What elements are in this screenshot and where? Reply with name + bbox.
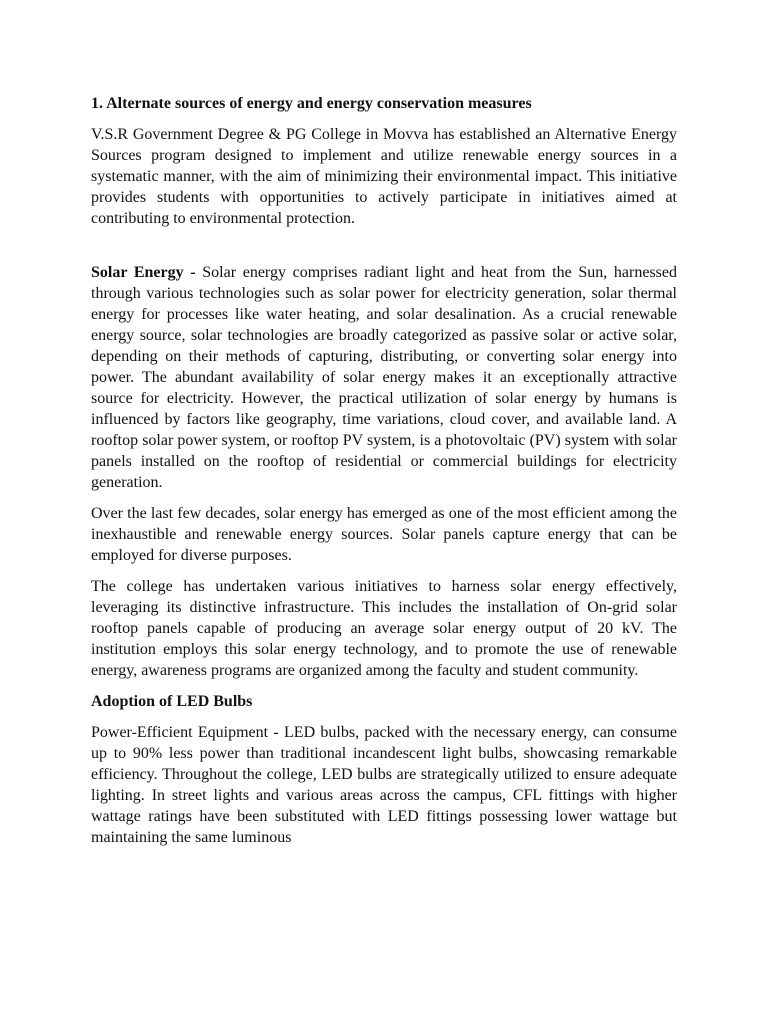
solar-energy-body: Solar energy comprises radiant light and heat from the Sun, harnessed through various technologies such as solar power for electricity generation, solar thermal energy for processes like water heating, and solar desalination. As a crucial renewable energy source, solar technologies are broadly categorized as passive solar or active solar, depending on their methods of capturing, distributing, or converting solar energy into power. The abundant availability of solar energy makes it an exceptionally attractive source for electricity. However, the practical utilization of solar energy by humans is influenced by factors like geography, time variations, cloud cover, and available land. A rooftop solar power system, or rooftop PV system, is a photovoltaic (PV) system with solar panels installed on the rooftop of residential or commercial buildings for electricity generation. bbox=[91, 264, 678, 491]
college-solar-paragraph: The college has undertaken various initiatives to harness solar energy effectively, leveraging its distinctive infrastructure. This includes the installation of On-grid solar rooftop panels capable of producing an average solar energy output of 20 kV. The institution employs this solar energy technology, and to promote the use of renewable energy, awareness programs are organized among the faculty and student community. bbox=[91, 578, 677, 679]
intro-paragraph: V.S.R Government Degree & PG College in Movva has established an Alternative Energy Sources program designed to implement and utilize renewable energy sources in a systematic manner, with the aim of minimizing their environmental impact. This initiative provides students with opportunities to actively participate in initiatives aimed at contributing to environmental protection. bbox=[91, 126, 677, 227]
section-title: 1. Alternate sources of energy and energy conservation measures bbox=[91, 95, 532, 112]
solar-decades-paragraph: Over the last few decades, solar energy has emerged as one of the most efficient among the inexhaustible and renewable energy sources. Solar panels capture energy that can be employed for diverse purposes. bbox=[91, 505, 677, 564]
led-heading: Adoption of LED Bulbs bbox=[91, 693, 253, 710]
document-page bbox=[91, 93, 677, 858]
solar-energy-lead: Solar Energy - bbox=[91, 264, 196, 281]
solar-energy-paragraph bbox=[91, 262, 677, 493]
led-paragraph: Power-Efficient Equipment - LED bulbs, packed with the necessary energy, can consume up to 90% less power than traditional incandescent light bulbs, showcasing remarkable efficiency. Throughout the college, LED bulbs are strategically utilized to ensure adequate lighting. In street lights and various areas across the campus, CFL fittings with higher wattage ratings have been substituted with LED fittings possessing lower wattage but maintaining the same luminous bbox=[91, 724, 677, 846]
